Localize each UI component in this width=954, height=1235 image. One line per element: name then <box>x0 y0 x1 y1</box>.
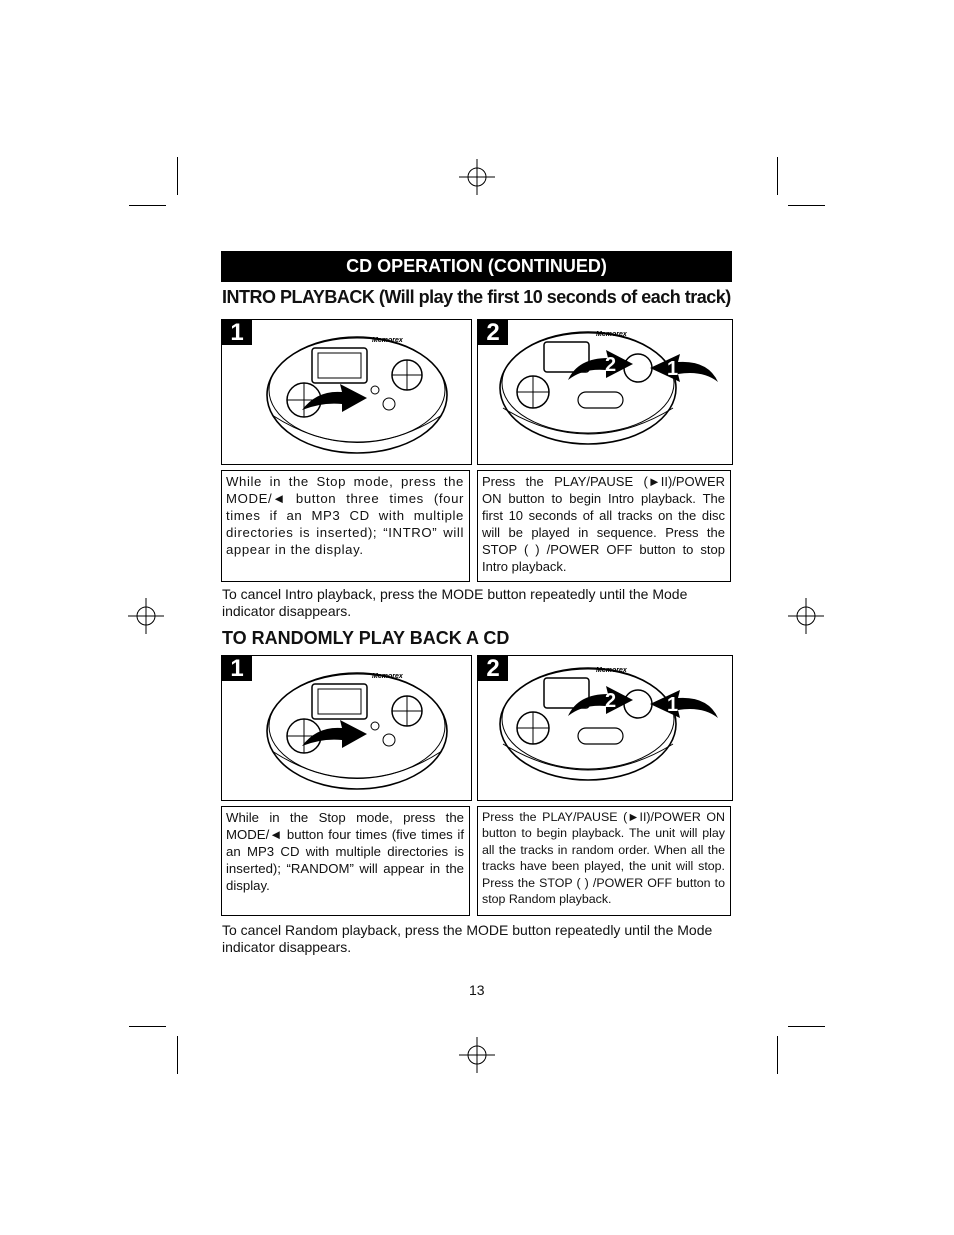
registration-mark-icon <box>459 159 495 195</box>
random-heading: TO RANDOMLY PLAY BACK A CD <box>222 628 510 648</box>
crop-mark <box>777 157 778 195</box>
arrow-label: 2 <box>605 690 617 712</box>
crop-mark <box>788 205 825 206</box>
svg-text:Memorex: Memorex <box>372 673 403 680</box>
crop-mark <box>129 205 166 206</box>
svg-text:Memorex: Memorex <box>596 667 627 674</box>
svg-text:Memorex: Memorex <box>372 337 403 344</box>
random-step1-text: While in the Stop mode, press the MODE/◄ button four times (five times if an MP3 CD with multiple directories is inserted); “RANDOM” will appear in the display. <box>221 806 470 916</box>
cd-player-icon <box>222 320 471 464</box>
intro-step1-illustration <box>221 319 472 465</box>
crop-mark <box>777 1036 778 1074</box>
cd-player-icon <box>222 656 471 800</box>
random-cancel-note: To cancel Random playback, press the MODE button repeatedly until the Mode indicator disappears. <box>222 922 713 955</box>
crop-mark <box>177 157 178 195</box>
intro-cancel-note: To cancel Intro playback, press the MODE button repeatedly until the Mode indicator disappears. <box>222 586 688 619</box>
step-badge: 2 <box>478 656 508 681</box>
random-step1-illustration <box>221 655 472 801</box>
page-number: 13 <box>469 982 485 998</box>
crop-mark <box>129 1026 166 1027</box>
svg-text:Memorex: Memorex <box>596 331 627 338</box>
intro-heading: INTRO PLAYBACK (Will play the first 10 seconds of each track) <box>222 287 731 307</box>
step-badge: 2 <box>478 320 508 345</box>
crop-mark <box>788 1026 825 1027</box>
registration-mark-icon <box>459 1037 495 1073</box>
arrow-label: 2 <box>605 354 617 376</box>
crop-mark <box>177 1036 178 1074</box>
cd-player-icon <box>478 320 732 464</box>
random-step2-text: Press the PLAY/PAUSE (►II)/POWER ON button to begin playback. The unit will play all the tracks in random order. When all the tracks have been played, the unit will stop. Press the STOP ( ) /POWER OFF button to stop Random playback. <box>477 806 731 916</box>
arrow-label: 1 <box>667 694 679 716</box>
intro-step2-text: Press the PLAY/PAUSE (►II)/POWER ON button to begin Intro playback. The first 10 seconds of all tracks on the disc will be played in sequence. Press the STOP ( ) /POWER OFF button to stop Intro playback. <box>477 470 731 582</box>
section-title: CD OPERATION (CONTINUED) <box>221 251 732 282</box>
step-badge: 1 <box>222 656 252 681</box>
registration-mark-icon <box>128 598 164 634</box>
intro-step1-text: While in the Stop mode, press the MODE/◄ button three times (four times if an MP3 CD with multiple directories is inserted); “INTRO” will appear in the display. <box>221 470 470 582</box>
random-step2-illustration <box>477 655 733 801</box>
cd-player-icon <box>478 656 732 800</box>
intro-step2-illustration <box>477 319 733 465</box>
step-badge: 1 <box>222 320 252 345</box>
registration-mark-icon <box>788 598 824 634</box>
arrow-label: 1 <box>667 358 679 380</box>
